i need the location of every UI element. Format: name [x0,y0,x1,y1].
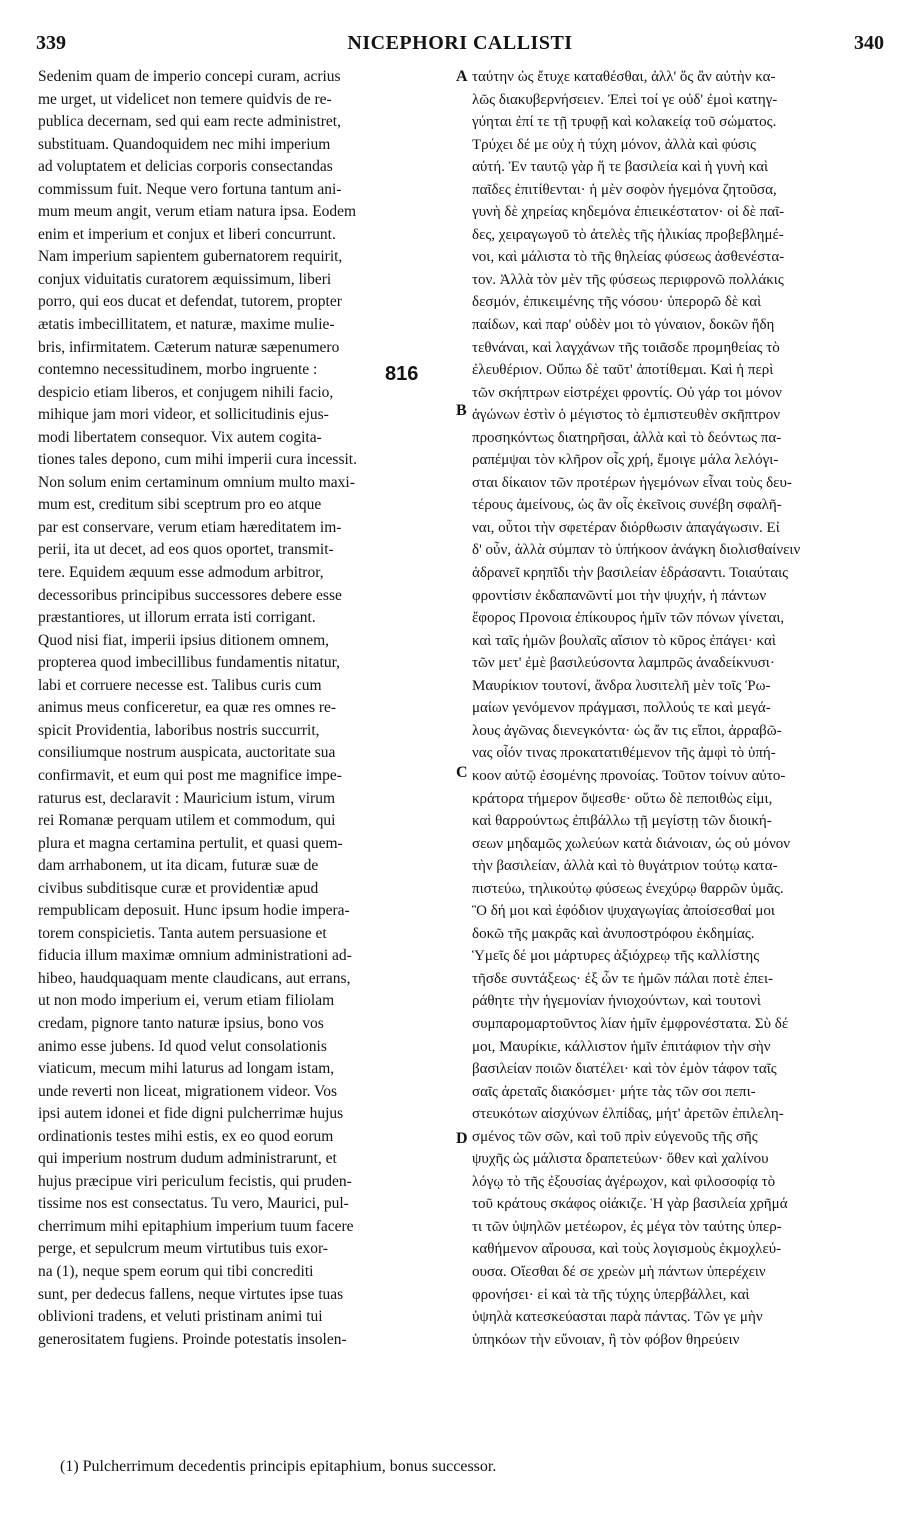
column-number: 816 [385,363,419,385]
text-line: decessoribus principibus successores debere esse [38,586,342,604]
text-line: plura et magna certamina pertulit, et quasi quem- [38,834,343,852]
text-line: ἐλευθέριον. Οὔπω δὲ ταῦτ' ἀποτίθεμαι. Καὶ ἡ περὶ [472,362,774,379]
text-line: κράτορα τήμερον ὄψεσθε· οὕτω δὲ πεποιθὼς εἰμι, [472,790,773,807]
margin-letter-c: C [456,764,468,781]
text-line: μαίων γενόμενον πράγμασι, πολλούς τε καὶ μεγά- [472,700,771,717]
text-line: ὑψηλὰ κατεσκεύασται παρὰ πάντας. Τῶν γε μὴν [472,1309,763,1326]
text-line: enim et imperium et conjux et liberi concurrunt. [38,225,336,243]
text-line: δ' οὖν, ἀλλὰ σύμπαν τὸ ὑπήκοον ἀνάγκη διολισθαίνειν [472,542,801,559]
text-line: spicit Providentia, laboribus nostris succurrit, [38,721,320,739]
text-line: τῶν μετ' ἐμὲ βασιλεύσοντα λαμπρῶς ἀναδείκνυσι· [472,655,775,672]
text-line: τι τῶν ὑψηλῶν μετέωρον, ἐς μέγα τὸν ταύτης ὑπερ- [472,1218,782,1235]
text-line: confirmavit, et eum qui post me magnifice impe- [38,766,342,784]
text-line: oblivioni tradens, et veluti pristinam animi tui [38,1308,323,1326]
greek-column [472,66,884,1351]
text-line: Τρύχει δέ με οὐχ ἡ τύχη μόνον, ἀλλὰ καὶ φύσις [472,136,756,153]
latin-column [38,66,458,1351]
text-line: torem conspicietis. Tanta autem persuasione et [38,924,327,942]
text-line: λῶς διακυβερνήσειεν. Ἐπεὶ τοί γε οὐδ' ἐμοὶ κατηγ- [472,91,778,108]
text-line: δοκῶ τῆς μακρᾶς καὶ ἀνυποστρόφου ἐκδημίας. [472,925,755,942]
text-line: τῶν σκήπτρων εἰστρέχει φροντίς. Οὐ γάρ τοι μόνον [472,384,782,401]
text-line: σμένος τῶν σῶν, καὶ τοῦ πρὶν εὐγενοῦς τῆς σῆς [472,1128,758,1145]
text-line: Quod nisi fiat, imperii ipsius ditionem omnem, [38,631,330,649]
text-line: mum meum angit, verum etiam natura ipsa. Eodem [38,203,357,221]
text-line: animus meus conficeretur, ea quæ res omnes re- [38,699,337,717]
text-line: τον. Ἀλλὰ τὸν μὲν τῆς φύσεως περιφρονῶ πολλάκις [472,271,784,288]
text-line: ουσα. Οἴεσθαι δέ σε χρεὼν μὴ πάντων ὑπερέχειν [472,1263,766,1280]
text-line: mihique jam mori videor, et sollicitudinis ejus- [38,406,329,424]
text-line: mum est, creditum sibi sceptrum pro eo atque [38,496,322,514]
margin-letter-b: B [456,402,467,419]
margin-letter-a: A [456,68,468,85]
text-line: τεθνάναι, καὶ λαγχάνων τῆς τοιᾶσδε προμηθείας τὸ [472,339,780,356]
text-line: cherrimum mihi epitaphium imperium tuum facere [38,1217,354,1235]
text-line: dam arrhabonem, ut ita dicam, futuræ suæ de [38,857,319,875]
text-line: ut non modo imperium ei, verum etiam filiolam [38,992,335,1010]
text-line: propterea quod imbecillibus fundamentis nitatur, [38,654,340,672]
text-line: καὶ ταῖς ἡμῶν βουλαῖς αἴσιον τὸ κῦρος ἐπάγει· καὶ [472,632,776,649]
text-line: rei Romanæ perquam utilem et commodum, qui [38,812,336,830]
footnote: (1) Pulcherrimum decedentis principis epitaphium, bonus successor. [60,1458,497,1475]
text-line: rempublicam deposuit. Hunc ipsum hodie impera- [38,902,350,920]
text-line: porro, qui eos ducat et defendat, tutorem, propter [38,293,342,311]
text-line: perge, et sepulcrum meum virtutibus tuis exor- [38,1240,328,1258]
text-line: ἀδρανεῖ κρηπῖδι τὴν βασιλείαν ἑδράσαντι. Τοιαύταις [472,565,789,582]
text-line: publica decernam, sed qui eam recte administret, [38,113,341,131]
text-line: ἀγώνων ἐστὶν ὁ μέγιστος τὸ ἐμπιστευθὲν σκῆπτρον [472,407,781,424]
text-line: μοι, Μαυρίκιε, κάλλιστον ἡμῖν ἐπιτάφιον τὴν σὴν [472,1038,771,1055]
text-line: fiducia illum maximæ omnium administrationi ad- [38,947,352,965]
text-line: φροντίσιν ἐκδαπανῶντί μοι τὴν ψυχήν, ἡ πάντων [472,587,767,604]
text-line: τῆσδε συντάξεως· ἐξ ὧν τε ἡμῶν πάλαι ποτὲ ἐπει- [472,970,774,987]
text-line: νας οἷόν τινας προκατατιθέμενον τῆς ἀμφὶ τὸ ὑπή- [472,745,776,762]
text-line: γύηται ἐπί τε τῇ τρυφῇ καὶ κολακείᾳ τοῦ σώματος. [472,114,777,131]
text-line: στευκότων αἰσχύνων ἐλπίδας, μήτ' ἀρετῶν ἐπιλελη- [472,1106,784,1123]
text-line: me urget, ut videlicet non temere quidvis de re- [38,90,332,108]
text-line: Nam imperium sapientem gubernatorem requirit, [38,248,343,266]
text-line: κοον αὐτῷ ἐσομένης προνοίας. Τοῦτον τοίνυν αὐτο- [472,767,786,784]
text-line: καὶ θαρρούντως ἐπιβάλλω τῇ μεγίστῃ τῶν διοική- [472,813,772,830]
text-line: ad voluptatem et delicias corporis consectandas [38,158,333,176]
text-line: commissum fuit. Neque vero fortuna tantum ani- [38,180,342,198]
running-header [36,30,884,60]
text-line: ταύτην ὡς ἔτυχε καταθέσθαι, ἀλλ' ὅς ἂν αὐτὴν κα- [472,69,776,85]
text-line: γυνὴ δὲ χηρείας κηδεμόνα ἐπιεικέστατον· οἱ δὲ παῖ- [472,204,785,221]
text-line: ραπέμψαι τὸν κλῆρον οἷς χρή, ἔμοιγε μάλα λελόγι- [472,452,779,469]
text-line: βασιλείαν ποιῶν διατέλει· καὶ τὸν ἐμὸν τάφον ταῖς [472,1061,777,1078]
text-line: πιστεύω, τηλικούτῳ φύσεως ἐνεχύρῳ θαρρῶν ὑμᾶς. [472,880,784,897]
text-line: προσηκόντως διατηρῆσαι, ἀλλὰ καὶ τὸ δεόντως πα- [472,429,782,446]
text-line: unde reverti non liceat, migrationem videor. Vos [38,1082,338,1100]
text-line: substituam. Quandoquidem nec mihi imperium [38,135,331,153]
text-line: λόγῳ τὸ τῆς ἐξουσίας ἀγέρωχον, καὶ φιλοσοφίᾳ τὸ [472,1173,776,1190]
text-line: δες, χειραγωγοῦ τὸ ἀτελὲς τῆς ἡλικίας προβεβλημέ- [472,226,784,243]
text-line: generositatem fugiens. Proinde potestatis insolen- [38,1330,347,1348]
text-line: viaticum, mecum mihi laturus ad longam istam, [38,1060,335,1078]
text-line: raturus est, declaravit : Mauricium istum, virum [38,789,336,807]
text-line: συμπαρομαρτοῦντος λίαν ἡμῖν ἐμφρονέστατα. Σὺ δέ [472,1015,789,1032]
text-line: præstantiores, ut illorum errata isti corrigant. [38,609,316,627]
text-line: Sedenim quam de imperio concepi curam, acrius [38,68,341,85]
text-line: animo esse jubens. Id quod velut consolationis [38,1037,327,1055]
text-line: perii, ita ut decet, ad eos quos oportet, transmit- [38,541,334,559]
text-line: σται δίκαιον τῶν προτέρων ἡγεμόνων εἶναι τοὺς δευ- [472,474,792,491]
text-line: sunt, per dedecus fallens, neque virtutes ipse tuas [38,1285,344,1303]
text-line: τέρους ἀμείνους, ὡς ἂν οἷς ἐκεῖνοις συνέβη σφαλῆ- [472,497,782,514]
text-line: labi et corruere necesse est. Talibus curis cum [38,676,322,694]
text-line: qui imperium nostrum dudum administrarunt, et [38,1150,337,1168]
text-line: credam, pignore tanto naturæ ipsius, bono vos [38,1014,324,1032]
text-line: par est conservare, verum etiam hæreditatem im- [38,518,342,536]
text-line: hibeo, haudquaquam mente claudicans, aut errans, [38,969,351,987]
text-line: consiliumque nostrum auspicata, auctoritate sua [38,744,336,762]
page-number-left: 339 [36,32,66,54]
text-line: σεων μηδαμῶς χωλεύων κατὰ διάνοιαν, ὡς οὐ μόνον [472,835,791,852]
text-line: ætatis imbecillitatem, et naturæ, maxime mulie- [38,316,335,334]
text-line: ψυχῆς ὡς μάλιστα δραπετεύων· ὅθεν καὶ χαλίνου [472,1151,769,1168]
text-line: ὑπηκόων τὴν εὔνοιαν, ἢ τὸν φόβον θηρεύειν [472,1331,740,1348]
text-line: tissime nos est consectatus. Tu vero, Maurici, pul- [38,1195,349,1213]
text-line: ἔφορος Προνοια ἐπίκουρος ἡμῖν τῶν πόνων γίνεται, [472,610,785,627]
text-line: δεσμόν, ἐπικειμένης τῆς νόσου· ὑπερορῶ δὲ καὶ [472,294,762,311]
text-line: τοῦ κράτους σκάφος οἰάκιζε. Ἡ γὰρ βασιλεία χρῆμά [472,1196,788,1213]
text-line: παίδων, καὶ παρ' οὐδὲν μοι τὸ γύναιον, δοκῶν ἤδη [472,317,775,334]
text-line: ordinationis testes mihi estis, ex eo quod eorum [38,1127,334,1145]
text-line: bris, infirmitatem. Cæterum naturæ sæpenumero [38,338,340,356]
text-line: hujus præcipue viri periculum fecistis, qui pruden- [38,1172,352,1190]
text-line: τὴν βασιλείαν, ἀλλὰ καὶ τὸ θυγάτριον τούτῳ κατα- [472,858,778,875]
text-line: καθήμενον αἴρουσα, καὶ τοὺς λογισμοὺς ἐκμοχλεύ- [472,1241,782,1258]
text-line: φρονήσει· εἰ καὶ τὰ τῆς τύχης ὑπερβάλλει, καὶ [472,1286,750,1303]
text-line: Non solum enim certaminum omnium multo maxi- [38,473,355,491]
text-line: conjux viduitatis curatorem æquissimum, liberi [38,270,332,288]
text-line: civibus subditisque curæ et providentiæ apud [38,879,319,897]
text-line: Μαυρίκιον τουτονί, ἄνδρα λυσιτελῆ μὲν τοῖς Ῥω- [472,677,771,694]
text-line: despicio etiam liberos, et conjugem nihili facio, [38,383,334,401]
text-line: λους ἀγῶνας διενεγκόντα· ὡς ἄν τις εἴποι, ἀρραβῶ- [472,722,782,739]
text-line: contemno necessitudinem, morbo ingruente : [38,361,318,379]
text-line: νοι, καὶ μάλιστα τὸ τῆς θηλείας φύσεως ἀσθενέστα- [472,249,785,266]
text-line: Ὃ δή μοι καὶ ἐφόδιον ψυχαγωγίας ἀποίσεσθαί μοι [472,903,775,920]
text-line: παῖδες ἐπιτίθενται· ἡ μὲν σοφὸν ἡγεμόνα ζητοῦσα, [472,181,777,198]
text-line: Ὑμεῖς δέ μοι μάρτυρες ἀξιόχρεῳ τῆς καλλίστης [472,948,760,965]
page-number-right: 340 [854,32,884,54]
text-line: ράθητε τὴν ἡγεμονίαν ἡνιοχούντων, καὶ τουτονὶ [472,993,761,1010]
text-line: σαῖς ἀρεταῖς διακόσμει· μήτε τὰς τῶν σοι πεπι- [472,1083,756,1100]
running-title: NICEPHORI CALLISTI [347,32,573,54]
text-line: na (1), neque spem eorum qui tibi concrediti [38,1262,314,1280]
text-line: ναι, οὗτοι τὴν σφετέραν διόρθωσιν ἀπαγάγωσιν. Εἰ [472,519,780,536]
text-line: tere. Equidem æquum esse admodum arbitror, [38,564,324,582]
text-line: ipsi autem idonei et fide digni pulcherrimæ hujus [38,1105,344,1123]
margin-letter-d: D [456,1130,468,1147]
text-line: modi libertatem consequor. Vix autem cogita- [38,428,322,446]
text-line: tiones tales depono, cum mihi imperii cura incessit. [38,451,357,469]
text-line: αὐτή. Ἐν ταυτῷ γὰρ ἥ τε βασιλεία καὶ ἡ γυνὴ καὶ [472,159,769,176]
